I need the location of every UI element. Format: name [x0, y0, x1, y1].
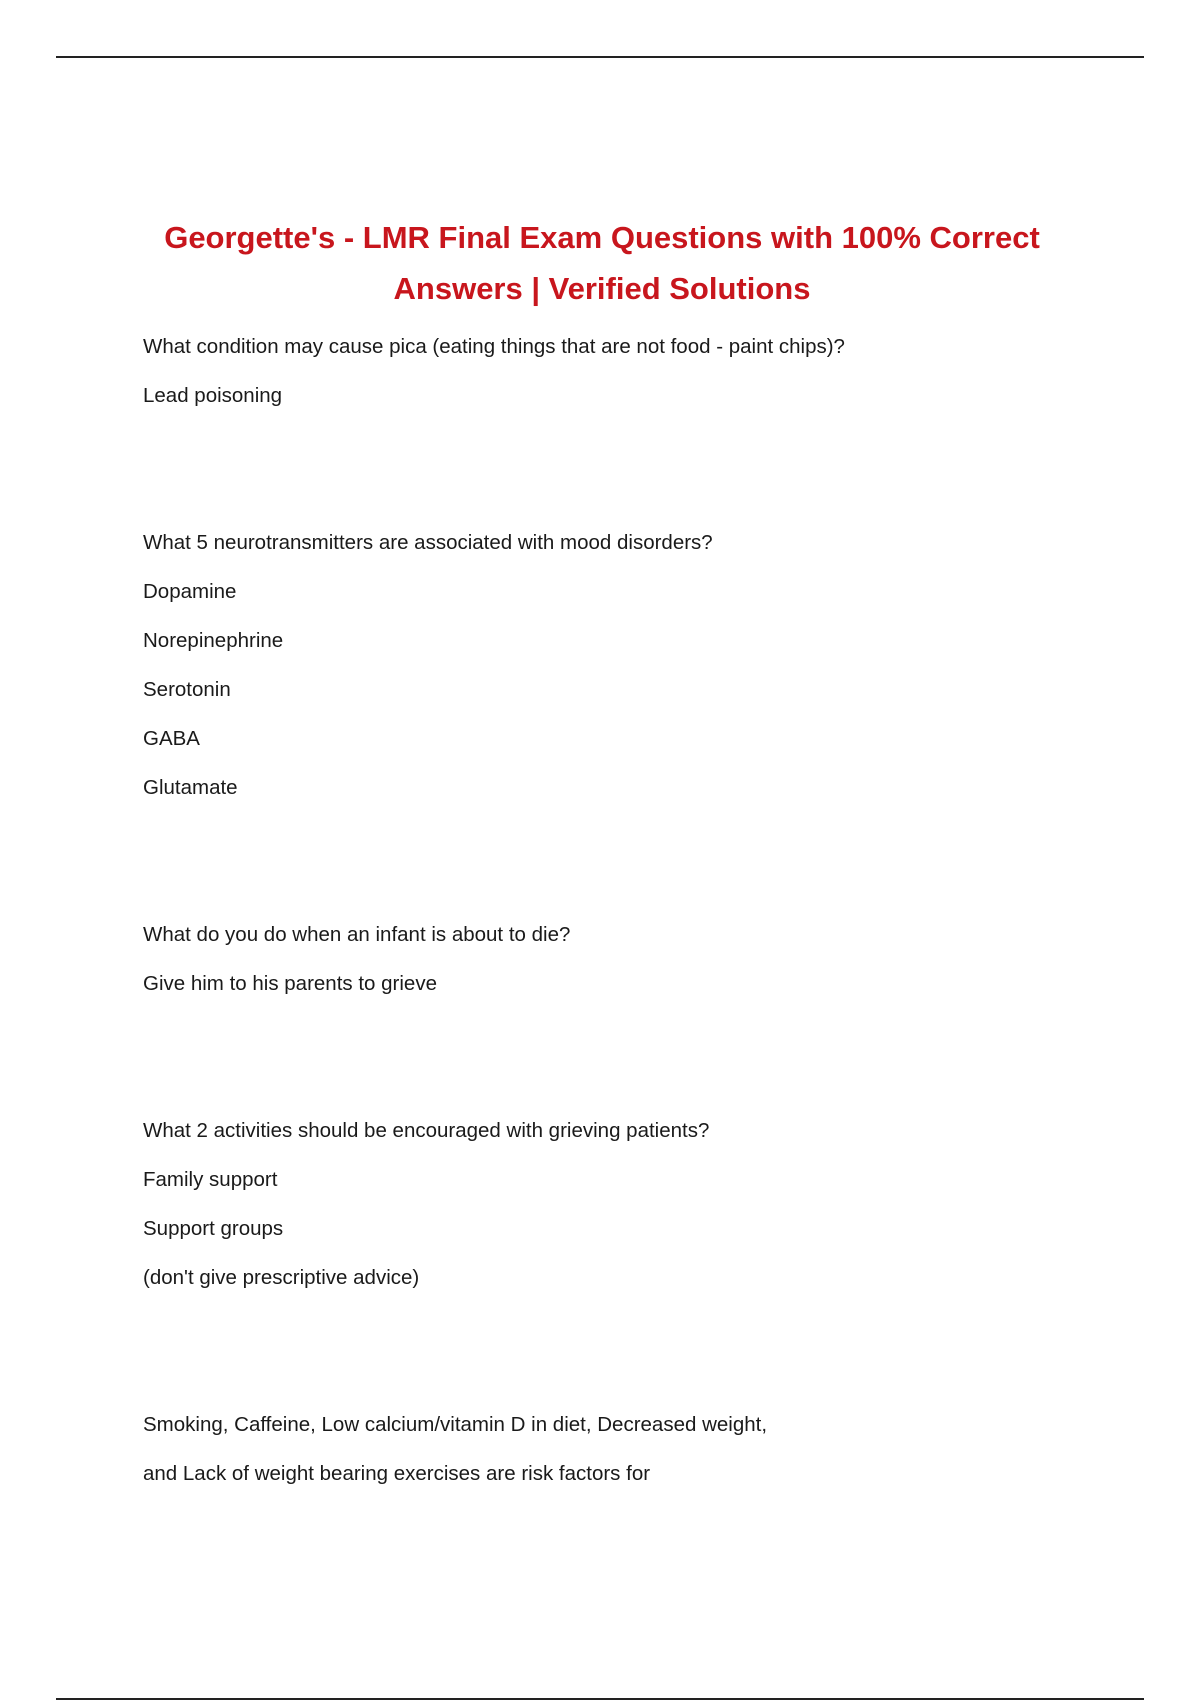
question-risk-factors-continued: and Lack of weight bearing exercises are risk factors for	[143, 1462, 651, 1485]
answer-list-item: Serotonin	[143, 678, 231, 701]
question-infant: What do you do when an infant is about to die?	[143, 923, 571, 946]
answer-note: (don't give prescriptive advice)	[143, 1266, 420, 1289]
answer-infant: Give him to his parents to grieve	[143, 972, 437, 995]
top-rule	[56, 56, 1144, 58]
answer-pica: Lead poisoning	[143, 384, 283, 407]
answer-list-item: Support groups	[143, 1217, 284, 1240]
question-pica: What condition may cause pica (eating things that are not food - paint chips)?	[143, 335, 845, 358]
question-neurotransmitters: What 5 neurotransmitters are associated with mood disorders?	[143, 531, 713, 554]
answer-list-item: GABA	[143, 727, 200, 750]
question-grieving: What 2 activities should be encouraged with grieving patients?	[143, 1119, 710, 1142]
answer-list-item: Glutamate	[143, 776, 238, 799]
answer-list-item: Dopamine	[143, 580, 237, 603]
document-title: Georgette's - LMR Final Exam Questions with 100% Correct Answers | Verified Solutions	[164, 220, 1040, 306]
answer-list-item: Norepinephrine	[143, 629, 284, 652]
question-risk-factors: Smoking, Caffeine, Low calcium/vitamin D in diet, Decreased weight,	[143, 1413, 768, 1436]
answer-list-item: Family support	[143, 1168, 278, 1191]
